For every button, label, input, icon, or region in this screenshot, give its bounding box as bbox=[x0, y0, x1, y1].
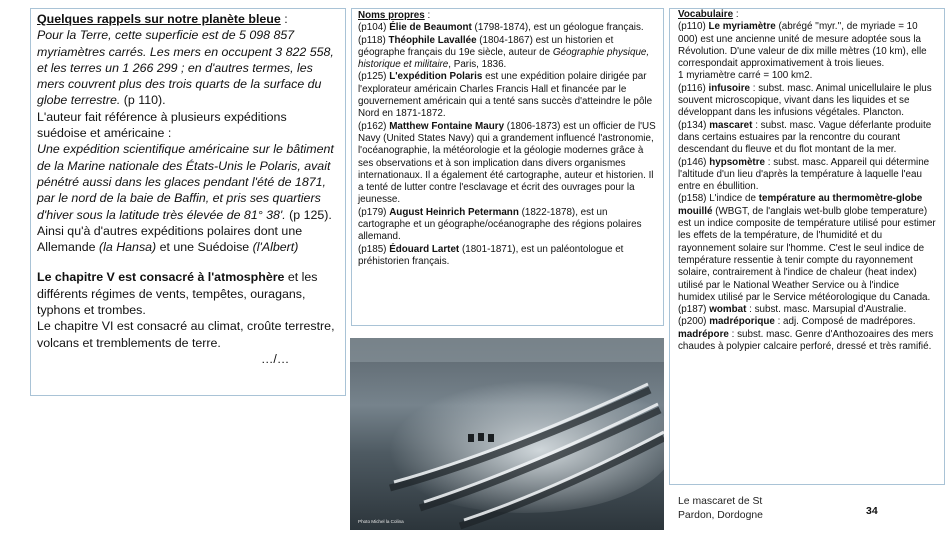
rappels-para-1: Pour la Terre, cette superficie est de 5 098 857 myriamètres carrés. Les mers en occupent 3 822 558, et les terres un 1 266 299 ; en d'autres termes, les mers couvrent plus des trois quarts de la surface du globe terrestre. (p 110). bbox=[37, 28, 334, 108]
vocabulaire-entry-name: infusoire bbox=[708, 82, 751, 94]
nom-propre-entry-text: (1798-1874), est un géologue français. bbox=[471, 22, 644, 34]
spacer bbox=[37, 255, 339, 269]
nom-propre-entry-name: Matthew Fontaine Maury bbox=[389, 120, 505, 132]
vocabulaire-entry-name: madréporique bbox=[709, 316, 775, 328]
vocabulaire-entry bbox=[678, 157, 936, 194]
nom-propre-entry-text: (1806-1873) est un officier de l'US Navy (United States Navy) qui a grandement influencé l'astronomie, l'océanographie, la météorologie et la géologie modernes grâce à ses observations et à son implication dans divers organismes internationaux. Il a également été cartographe, auteur et historien. Il a tenté de lutter contre l'esclavage et écrit des ouvrages pour la jeunesse. bbox=[358, 120, 656, 206]
noms-propres-list bbox=[358, 22, 657, 268]
vocabulaire-entry-name: wombat bbox=[709, 304, 747, 316]
vocabulaire-entry-text: : subst. masc. Vague déferlante produite dans certains estuaires par la rencontre du courant descendant du fleuve et du flot montant de la mer. bbox=[678, 119, 932, 156]
vocabulaire-entry-text: 1 myriamètre carré = 100 km2. bbox=[678, 70, 813, 82]
rappels-para-2: L'auteur fait référence à plusieurs expéditions suédoise et américaine : bbox=[37, 109, 287, 141]
vocabulaire-list bbox=[678, 21, 936, 353]
vocabulaire-entry-name: Le myriamètre bbox=[708, 21, 776, 33]
vocabulaire-entry-text: : subst. masc. Animal unicellulaire le plus souvent microscopique, vivant dans les liquides et se développant dans les infusions végétales. Plancton. bbox=[678, 82, 932, 119]
vocabulaire-entry bbox=[678, 120, 936, 157]
vocabulaire-entry-ref: (p158) L'indice de bbox=[678, 193, 759, 205]
vocabulaire-entry bbox=[678, 70, 936, 82]
vocabulaire-entry bbox=[678, 83, 936, 120]
vocabulaire-heading: Vocabulaire bbox=[678, 9, 734, 20]
nom-propre-entry-italic: Géographie physique, historique et militaire bbox=[358, 46, 650, 71]
mascaret-photo bbox=[350, 338, 664, 530]
nom-propre-entry bbox=[358, 71, 657, 120]
vocabulaire-entry-text: (WBGT, de l'anglais wet-bulb globe temperature) est un indice composite de température utilisé pour estimer les effets de la température, de l'humidité et du rayonnement solaire sur l'homme. C'est le seul indice de température ressentie à tenir compte du rayonnement solaire, contrairement à l'indice de chaleur (heat index) utilisé par le National Weather Service ou à l'indice humidex utilisé par le Service météorologique du Canada. bbox=[678, 205, 936, 303]
vocabulaire-entry bbox=[678, 21, 936, 70]
nom-propre-entry-ref: (p162) bbox=[358, 120, 390, 132]
vocabulaire-entry-name: température au thermomètre-globe mouillé bbox=[678, 193, 923, 217]
vocabulaire-panel bbox=[669, 8, 945, 485]
vocabulaire-entry-name: mascaret bbox=[709, 119, 753, 131]
vocabulaire-heading-line: Vocabulaire : bbox=[678, 9, 739, 20]
vocabulaire-entry-ref: (p187) bbox=[678, 304, 710, 316]
rappels-para-6: Le chapitre VI est consacré au climat, croûte terrestre, volcans et tremblements de terre. bbox=[37, 319, 335, 350]
nom-propre-entry bbox=[358, 35, 657, 72]
nom-propre-entry-ref: (p125) bbox=[358, 71, 390, 83]
vocabulaire-entry-ref: (p110) bbox=[678, 21, 709, 33]
nom-propre-entry-name: L'expédition Polaris bbox=[389, 71, 483, 83]
rappels-para-4: Ainsi qu'à d'autres expéditions polaires dont une Allemande (la Hansa) et une Suédoise (l'Albert) bbox=[37, 223, 303, 255]
noms-propres-panel bbox=[351, 8, 664, 326]
nom-propre-entry-name: August Heinrich Petermann bbox=[389, 206, 519, 218]
nom-propre-entry bbox=[358, 121, 657, 207]
vocabulaire-entry-name: madrépore bbox=[678, 328, 729, 340]
nom-propre-entry-name: Élie de Beaumont bbox=[389, 22, 472, 34]
continuation-mark: …/… bbox=[261, 351, 290, 366]
nom-propre-entry-text: (1804-1867) est un historien et géographe français du 19e siècle, auteur de bbox=[358, 34, 614, 58]
nom-propre-entry-text: (1801-1871), est un paléontologue et préhistorien français. bbox=[358, 243, 624, 267]
vocabulaire-entry bbox=[678, 329, 936, 354]
rappels-panel bbox=[30, 8, 346, 396]
nom-propre-entry-tail: , Paris, 1836. bbox=[448, 59, 507, 71]
vocabulaire-entry-text: : subst. masc. Genre d'Anthozoaires des mers chaudes à polypier calcaire perforé, dressé et très ramifié. bbox=[678, 328, 934, 353]
page-number: 34 bbox=[866, 505, 878, 517]
vocabulaire-entry-text: : subst. masc. Marsupial d'Australie. bbox=[746, 304, 907, 316]
nom-propre-entry-name: Édouard Lartet bbox=[389, 243, 460, 255]
vocabulaire-entry-ref: (p134) bbox=[678, 119, 710, 131]
vocabulaire-entry-ref: (p200) bbox=[678, 316, 710, 328]
vocabulaire-entry-text: : adj. Composé de madrépores. bbox=[774, 316, 916, 328]
nom-propre-entry-ref: (p185) bbox=[358, 243, 390, 255]
nom-propre-entry-name: Théophile Lavallée bbox=[388, 34, 477, 46]
vocabulaire-entry bbox=[678, 193, 936, 304]
noms-propres-heading-line: Noms propres : bbox=[358, 10, 431, 21]
vocabulaire-entry-text: (abrégé ''myr.'', de myriade = 10 000) est une ancienne unité de mesure adoptée sous la Révolution. D'une valeur de dix mille mètres (10 km), elle correspondait approximativement à trois lieues. bbox=[678, 21, 927, 70]
nom-propre-entry bbox=[358, 244, 657, 269]
noms-propres-heading: Noms propres bbox=[358, 10, 425, 21]
vocabulaire-entry-name: hypsomètre bbox=[709, 156, 766, 168]
river-wave-image bbox=[350, 338, 664, 530]
vocabulaire-entry bbox=[678, 304, 936, 316]
nom-propre-entry-text: (1822-1878), est un cartographe et un géographe/océanographe des régions polaires allemand. bbox=[358, 206, 642, 243]
vocabulaire-entry-ref: (p146) bbox=[678, 156, 710, 168]
rappels-title-line: Quelques rappels sur notre planète bleue : bbox=[37, 12, 288, 26]
nom-propre-entry bbox=[358, 22, 657, 34]
vocabulaire-entry-text: : subst. masc. Appareil qui détermine l'altitude d'un lieu d'après la température à laquelle l'eau entre en ébullition. bbox=[678, 156, 930, 193]
rappels-para-3: Une expédition scientifique américaine sur le bâtiment de la Marine nationale des États-Unis le Polaris, avait pénétré aussi dans les glaces pendant l'été de 1871, par le nord de la baie de Baffin, et pris ses quartiers d'hiver sous la latitude très élevée de 81° 38'. (p 125). bbox=[37, 142, 334, 222]
vocabulaire-entry-ref: (p116) bbox=[678, 82, 709, 94]
photo-credit: Photo Michel la Colina bbox=[358, 519, 404, 524]
nom-propre-entry-ref: (p179) bbox=[358, 206, 390, 218]
rappels-para-5: Le chapitre V est consacré à l'atmosphère et les différents régimes de vents, tempêtes, ouragans, typhons et trombes. bbox=[37, 270, 318, 318]
rappels-title: Quelques rappels sur notre planète bleue bbox=[37, 12, 281, 26]
nom-propre-entry-ref: (p104) bbox=[358, 22, 390, 34]
nom-propre-entry bbox=[358, 207, 657, 244]
vocabulaire-entry bbox=[678, 316, 936, 328]
nom-propre-entry-text: est une expédition polaire dirigée par l'explorateur américain Charles Francis Hall et financée par le gouvernement américain qui a tenté sans succès d'atteindre le pôle Nord en 1871-1872. bbox=[358, 71, 653, 120]
photo-caption: Le mascaret de St Pardon, Dordogne bbox=[678, 496, 763, 521]
nom-propre-entry-ref: (p118) bbox=[358, 34, 389, 46]
